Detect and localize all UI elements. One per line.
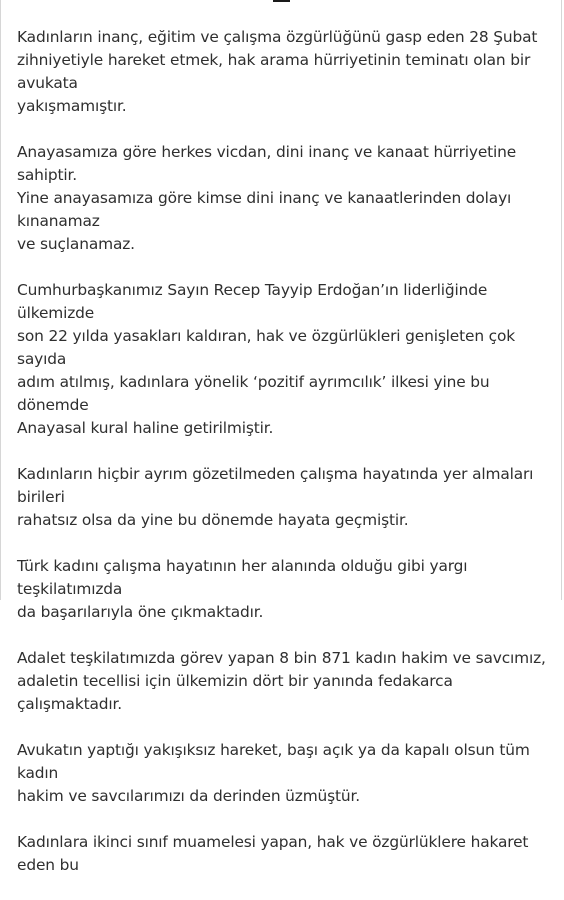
paragraph: Kadınların inanç, eğitim ve çalışma özgürlüğünü gasp eden 28 Şubat zihniyetiyle hareket etmek, hak arama hürriyetinin teminatı olan bir avukata yakışmamıştır. bbox=[17, 28, 538, 115]
paragraph: Türk kadını çalışma hayatının her alanında olduğu gibi yargı teşkilatımızda da başarılarıyla öne çıkmaktadır. bbox=[17, 557, 468, 621]
paragraph: Cumhurbaşkanımız Sayın Recep Tayyip Erdoğan’ın liderliğinde ülkemizde son 22 yılda yasakları kaldıran, hak ve özgürlükleri genişleten çok sayıda adım atılmış, kadınlara yönelik ‘pozitif ayrımcılık’ ilkesi yine bu dönemde Anayasal kural haline getirilmiştir. bbox=[17, 281, 516, 437]
top-edge-mark bbox=[273, 0, 290, 2]
paragraph: Adalet teşkilatımızda görev yapan 8 bin 871 kadın hakim ve savcımız, adaletin tecellisi için ülkemizin dört bir yanında fedakarca çalışmaktadır. bbox=[17, 649, 546, 713]
paragraph: Kadınlara ikinci sınıf muamelesi yapan, hak ve özgürlüklere hakaret eden bu bbox=[17, 833, 529, 874]
paragraph: Anayasamıza göre herkes vicdan, dini inanç ve kanaat hürriyetine sahiptir. Yine anayasamıza göre kimse dini inanç ve kanaatlerinden dolayı kınanamaz ve suçlanamaz. bbox=[17, 143, 517, 253]
article-body bbox=[17, 26, 557, 900]
left-border bbox=[0, 0, 1, 600]
paragraph: Kadınların hiçbir ayrım gözetilmeden çalışma hayatında yer almaları birileri rahatsız olsa da yine bu dönemde hayata geçmiştir. bbox=[17, 465, 534, 529]
paragraph: Avukatın yaptığı yakışıksız hareket, başı açık ya da kapalı olsun tüm kadın hakim ve savcılarımızı da derinden üzmüştür. bbox=[17, 741, 530, 805]
right-border bbox=[561, 0, 562, 600]
